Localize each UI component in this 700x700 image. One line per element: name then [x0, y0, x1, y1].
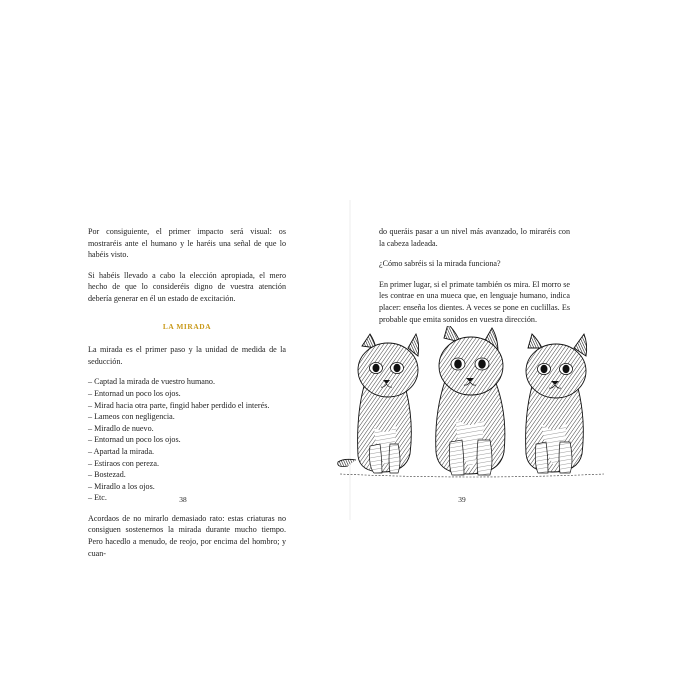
right-paragraph-1: do queráis pasar a un nivel más avanzado, lo miraréis con la cabeza ladeada. — [379, 227, 570, 248]
list-item: – Bostezad. — [88, 470, 126, 480]
section-heading: LA MIRADA — [162, 321, 212, 331]
right-paragraph-2: En primer lugar, si el primate también os mira. El morro se les contrae en una mueca que, en lenguaje humano, indica placer: enseña los dientes. A veces se pone en cuclillas. Es probable que emita sonidos en vuestra dirección. — [379, 279, 570, 324]
page-number-right: 39 — [458, 495, 466, 504]
right-question: ¿Cómo sabréis si la mirada funciona? — [379, 259, 501, 269]
left-paragraph-3: La mirada es el primer paso y la unidad de medida de la seducción. — [88, 345, 286, 366]
list-item: – Miradlo a los ojos. — [88, 481, 155, 491]
list-item: – Estiraos con pereza. — [88, 458, 160, 468]
page-number-left: 38 — [179, 495, 187, 504]
list-item: – Apartad la mirada. — [88, 446, 155, 456]
instruction-list — [88, 376, 286, 504]
left-paragraph-1: Por consiguiente, el primer impacto será visual: os mostraréis ante el humano y le haréis una señal de que lo habéis visto. — [88, 227, 286, 260]
list-item: – Mirad hacia otra parte, fingid haber perdido el interés. — [88, 400, 270, 410]
kitten-left — [338, 334, 419, 473]
list-item: – Miradlo de nuevo. — [88, 423, 154, 433]
list-item: – Entornad un poco los ojos. — [88, 435, 181, 445]
kitten-right — [526, 334, 587, 473]
list-item: – Entornad un poco los ojos. — [88, 388, 181, 398]
list-item: – Etc. — [88, 493, 107, 503]
list-item: – Lameos con negligencia. — [88, 412, 175, 422]
three-kittens-illustration — [334, 326, 616, 480]
kitten-middle — [436, 326, 505, 475]
list-item: – Captad la mirada de vuestro humano. — [88, 377, 215, 387]
left-paragraph-4: Acordaos de no mirarlo demasiado rato: estas criaturas no consiguen sostenernos la mirada durante mucho tiempo. Pero hacedlo a menudo, de reojo, por encima del hombro; y cuan- — [88, 513, 286, 558]
left-page-text — [88, 226, 286, 568]
right-page-text — [379, 226, 570, 334]
left-paragraph-2: Si habéis llevado a cabo la elección apropiada, el mero hecho de que lo consideréis digno de vuestra atención debería generar en él un estado de excitación. — [88, 270, 286, 303]
